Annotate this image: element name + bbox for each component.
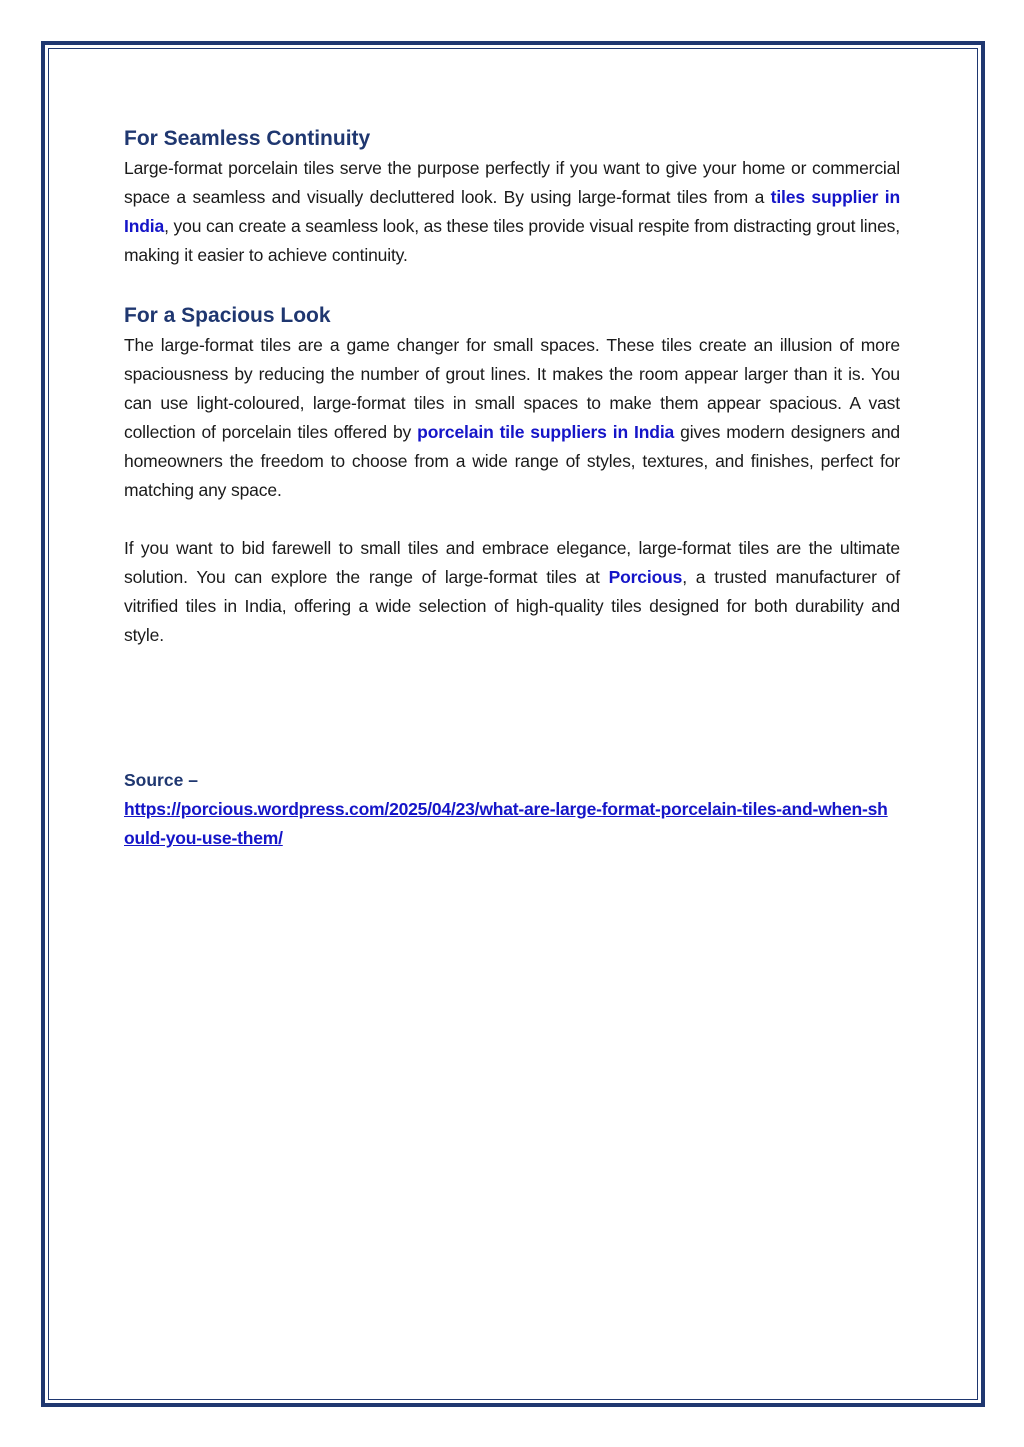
source-url-link[interactable]: https://porcious.wordpress.com/2025/04/23/what-are-large-format-porcelain-tiles-and-when-should-you-use-them/: [124, 799, 888, 848]
paragraph-text: If you want to bid farewell to small tiles and embrace elegance, large-format tiles are the ultimate solution. You can explore the range of large-format tiles at: [124, 538, 900, 587]
source-label: Source –: [124, 770, 198, 790]
paragraph-text: The large-format tiles are a game changer for small spaces. These tiles create an illusion of more spaciousness by reducing the number of grout lines. It makes the room appear larger than it is. You can use light-coloured, large-format tiles in small spaces to make them appear spacious. A vast collection of porcelain tiles offered by: [124, 335, 900, 442]
porcelain-suppliers-link[interactable]: porcelain tile suppliers in India: [417, 422, 675, 442]
paragraph-text: , you can create a seamless look, as these tiles provide visual respite from distracting grout lines, making it easier to achieve continuity.: [124, 216, 900, 265]
section-heading-spacious-look: For a Spacious Look: [124, 304, 331, 327]
paragraph-spacious-look: [124, 331, 900, 505]
paragraph-text: , a trusted manufacturer of vitrified tiles in India, offering a wide selection of high-quality tiles designed for both durability and style.: [124, 567, 900, 645]
tiles-supplier-link[interactable]: tiles supplier in India: [124, 187, 901, 236]
porcious-link[interactable]: Porcious: [608, 567, 683, 587]
section-heading-seamless-continuity: For Seamless Continuity: [124, 127, 371, 150]
spacer: [124, 270, 900, 301]
spacer: [124, 505, 900, 534]
paragraph-seamless-continuity: [124, 154, 900, 270]
paragraph-closing: [124, 534, 900, 650]
document-body: [124, 124, 900, 853]
paragraph-text: Large-format porcelain tiles serve the purpose perfectly if you want to give your home or commercial space a seamless and visually decluttered look. By using large-format tiles from a: [124, 158, 900, 207]
paragraph-text: gives modern designers and homeowners the freedom to choose from a wide range of styles, textures, and finishes, perfect for matching any space.: [124, 422, 900, 500]
spacer: [124, 650, 900, 766]
